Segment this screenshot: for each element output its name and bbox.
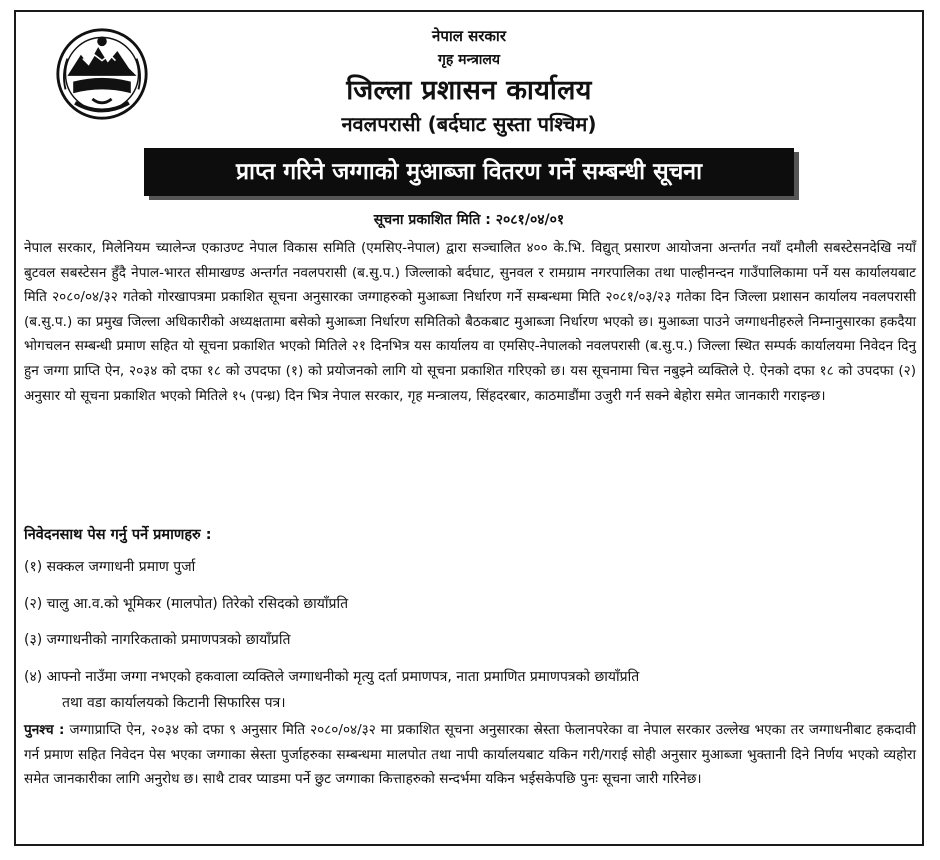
document-item-4 (24, 664, 916, 716)
postscript-text: जग्गाप्राप्ति ऐन, २०३४ को दफा ९ अनुसार मिति २०८०/०४/३२ मा प्रकाशित सूचना अनुसारका स्रेस्ता फेलानपरेका वा नेपाल सरकार उल्लेख भएका तर जग्गाधनीबाट हकदावी गर्न प्रमाण सहित निवेदन पेस भएका जग्गाका स्रेस्ता पुर्जाहरुका सम्बन्धमा मालपोत तथा नापी कार्यालयबाट यकिन गरी/गराई सोही अनुसार मुआब्जा भुक्तानी दिने निर्णय भएको व्यहोरा समेत जानकारीका लागि अनुरोध छ। साथै टावर प्याडमा पर्ने छुट जग्गाका कित्ताहरुको सन्दर्भमा यकिन भईसकेपछि पुनः सूचना जारी गरिनेछ। (24, 722, 916, 787)
document-item-2: (२) चालु आ.व.को भूमिकर (मालपोत) तिरेको रसिदको छायाँप्रति (24, 596, 349, 612)
notice-title: प्राप्त गरिने जग्गाको मुआब्जा वितरण गर्ने सम्बन्धी सूचना (144, 148, 794, 196)
office-name: जिल्ला प्रशासन कार्यालय (346, 75, 592, 106)
postscript-label: पुनश्च : (24, 722, 65, 738)
district-name: नवलपरासी (बर्दघाट सुस्ता पश्चिम) (341, 112, 597, 136)
government-name: नेपाल सरकार (432, 27, 506, 45)
document-item-4-continuation: तथा वडा कार्यालयको किटानी सिफारिस पत्र। (62, 695, 286, 711)
notice-document (14, 10, 924, 846)
notice-body-paragraph: नेपाल सरकार, मिलेनियम च्यालेन्ज एकाउण्ट नेपाल विकास समिति (एमसिए-नेपाल) द्वारा सञ्चालित ४०० के.भि. विद्युत् प्रसारण आयोजना अन्तर्गत नयाँ दमौली सबस्टेसनदेखि नयाँ बुटवल सबस्टेसन हुँदै नेपाल-भारत सीमाखण्ड अन्तर्गत नवलपरासी (ब.सु.प.) जिल्लाको बर्दघाट, सुनवल र रामग्राम नगरपालिका तथा पाल्हीनन्दन गाउँपालिकामा पर्ने यस कार्यालयबाट मिति २०८०/०४/३२ गतेको गोरखापत्रमा प्रकाशित सूचना अनुसारका जग्गाहरुको मुआब्जा निर्धारण गर्ने सम्बन्धमा मिति २०८१/०३/२३ गतेका दिन जिल्ला प्रशासन कार्यालय नवलपरासी (ब.सु.प.) का प्रमुख जिल्ला अधिकारीको अध्यक्षतामा बसेको मुआब्जा निर्धारण समितिको बैठकबाट मुआब्जा निर्धारण भएको छ। मुआब्जा पाउने जग्गाधनीहरुले निम्नानुसारका हकदैया भोगचलन सम्बन्धी प्रमाण सहित यो सूचना प्रकाशित भएको मितिले २१ दिनभित्र यस कार्यालय वा एमसिए-नेपालको नवलपरासी (ब.सु.प.) जिल्ला स्थित सम्पर्क कार्यालयमा निवेदन दिनु हुन जग्गा प्राप्ति ऐन, २०३४ को दफा १८ को उपदफा (१) को प्रयोजनको लागि यो सूचना प्रकाशित गरिएको छ। यस सूचनामा चित्त नबुझ्ने व्यक्तिले ऐ. ऐनको दफा १८ को उपदफा (२) अनुसार यो सूचना प्रकाशित भएको मितिले १५ (पन्ध्र) दिन भित्र नेपाल सरकार, गृह मन्त्रालय, सिंहदरबार, काठमाडौंमा उजुरी गर्न सक्ने बेहोरा समेत जानकारी गराइन्छ। (24, 240, 916, 404)
required-documents-heading: निवेदनसाथ पेस गर्नु पर्ने प्रमाणहरु : (24, 527, 212, 543)
publication-date: सूचना प्रकाशित मिति : २०८१/०४/०१ (373, 212, 565, 228)
document-item-4-text: (४) आफ्नो नाउँमा जग्गा नभएको हकवाला व्यक्तिले जग्गाधनीको मृत्यु दर्ता प्रमाणपत्र, नाता प्रमाणित प्रमाणपत्रको छायाँप्रति (24, 669, 640, 685)
document-item-3: (३) जग्गाधनीको नागरिकताको प्रमाणपत्रको छायाँप्रति (24, 632, 291, 648)
postscript (24, 718, 916, 792)
document-item-1: (१) सक्कल जग्गाधनी प्रमाण पुर्जा (24, 559, 196, 575)
ministry-name: गृह मन्त्रालय (437, 52, 501, 68)
